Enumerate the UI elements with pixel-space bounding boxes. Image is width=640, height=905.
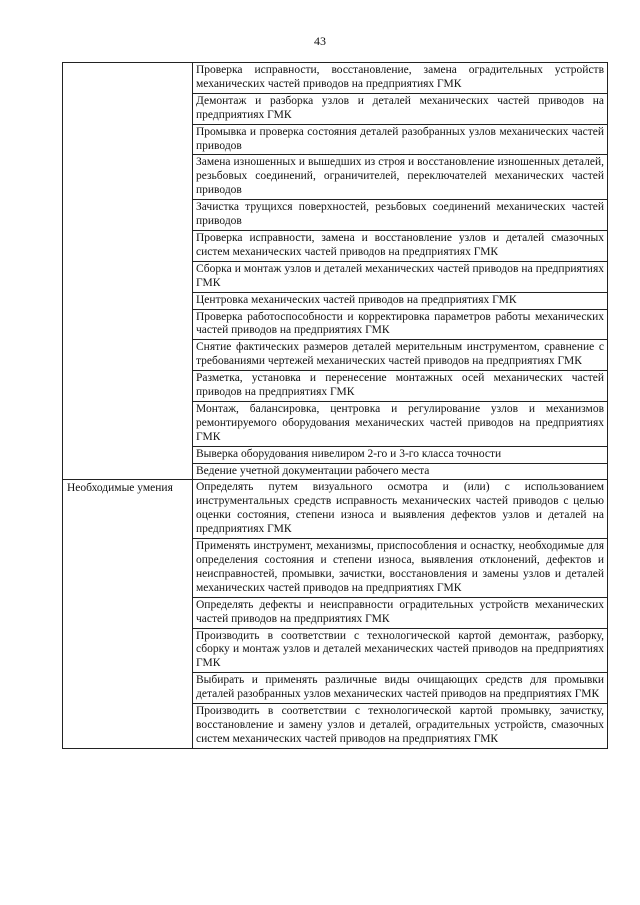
table-row-actions <box>63 63 608 480</box>
list-item: Замена изношенных и вышедших из строя и восстановление изношенных деталей, резьбовых соединений, ограничителей, переключателей механических частей приводов <box>193 155 607 200</box>
list-item: Выбирать и применять различные виды очищающих средств для промывки деталей разобранных узлов механических частей приводов на предприятиях ГМК <box>193 673 607 704</box>
list-item: Определять дефекты и неисправности оградительных устройств механических частей приводов на предприятиях ГМК <box>193 598 607 629</box>
list-item: Снятие фактических размеров деталей мерительным инструментом, сравнение с требованиями чертежей механических частей приводов на предприятиях ГМК <box>193 340 607 371</box>
list-item: Разметка, установка и перенесение монтажных осей механических частей приводов на предприятиях ГМК <box>193 371 607 402</box>
page-number: 43 <box>314 34 326 48</box>
list-item: Определять путем визуального осмотра и (или) с использованием инструментальных средств исправность механических частей приводов с целью оценки состояния, степени износа и выявления дефектов узлов и деталей на предприятиях ГМК <box>193 480 607 539</box>
row-items <box>193 480 608 748</box>
requirements-table <box>62 62 608 749</box>
table-row-skills <box>63 480 608 748</box>
row-label: Необходимые умения <box>63 480 193 748</box>
list-item: Ведение учетной документации рабочего места <box>196 464 430 477</box>
list-item: Монтаж, балансировка, центровка и регулирование узлов и механизмов ремонтируемого оборудования механических частей приводов на предприятиях ГМК <box>193 402 607 447</box>
list-item: Демонтаж и разборка узлов и деталей механических частей приводов на предприятиях ГМК <box>193 94 607 125</box>
list-item: Производить в соответствии с технологической картой промывку, зачистку, восстановление и замену узлов и деталей, оградительных устройств, смазочных систем механических частей приводов на предприятиях ГМК <box>196 705 604 745</box>
row-items <box>193 63 608 480</box>
list-item: Выверка оборудования нивелиром 2-го и 3-го класса точности <box>193 447 607 464</box>
list-item: Проверка исправности, замена и восстановление узлов и деталей смазочных систем механических частей приводов на предприятиях ГМК <box>193 231 607 262</box>
list-item: Применять инструмент, механизмы, приспособления и оснастку, необходимые для определения состояния и степени износа, выявления отклонений, дефектов и неисправностей, промывки, зачистки, восстановления и замены узлов и деталей механических частей приводов на предприятиях ГМК <box>193 539 607 598</box>
list-item: Зачистка трущихся поверхностей, резьбовых соединений механических частей приводов <box>193 200 607 231</box>
list-item: Центровка механических частей приводов на предприятиях ГМК <box>193 293 607 310</box>
list-item: Сборка и монтаж узлов и деталей механических частей приводов на предприятиях ГМК <box>193 262 607 293</box>
list-item: Проверка исправности, восстановление, замена оградительных устройств механических частей приводов на предприятиях ГМК <box>193 63 607 94</box>
row-label <box>63 63 193 480</box>
list-item: Промывка и проверка состояния деталей разобранных узлов механических частей приводов <box>193 125 607 156</box>
list-item: Проверка работоспособности и корректировка параметров работы механических частей приводов на предприятиях ГМК <box>193 310 607 341</box>
list-item: Производить в соответствии с технологической картой демонтаж, разборку, сборку и монтаж узлов и деталей механических частей приводов на предприятиях ГМК <box>193 629 607 674</box>
